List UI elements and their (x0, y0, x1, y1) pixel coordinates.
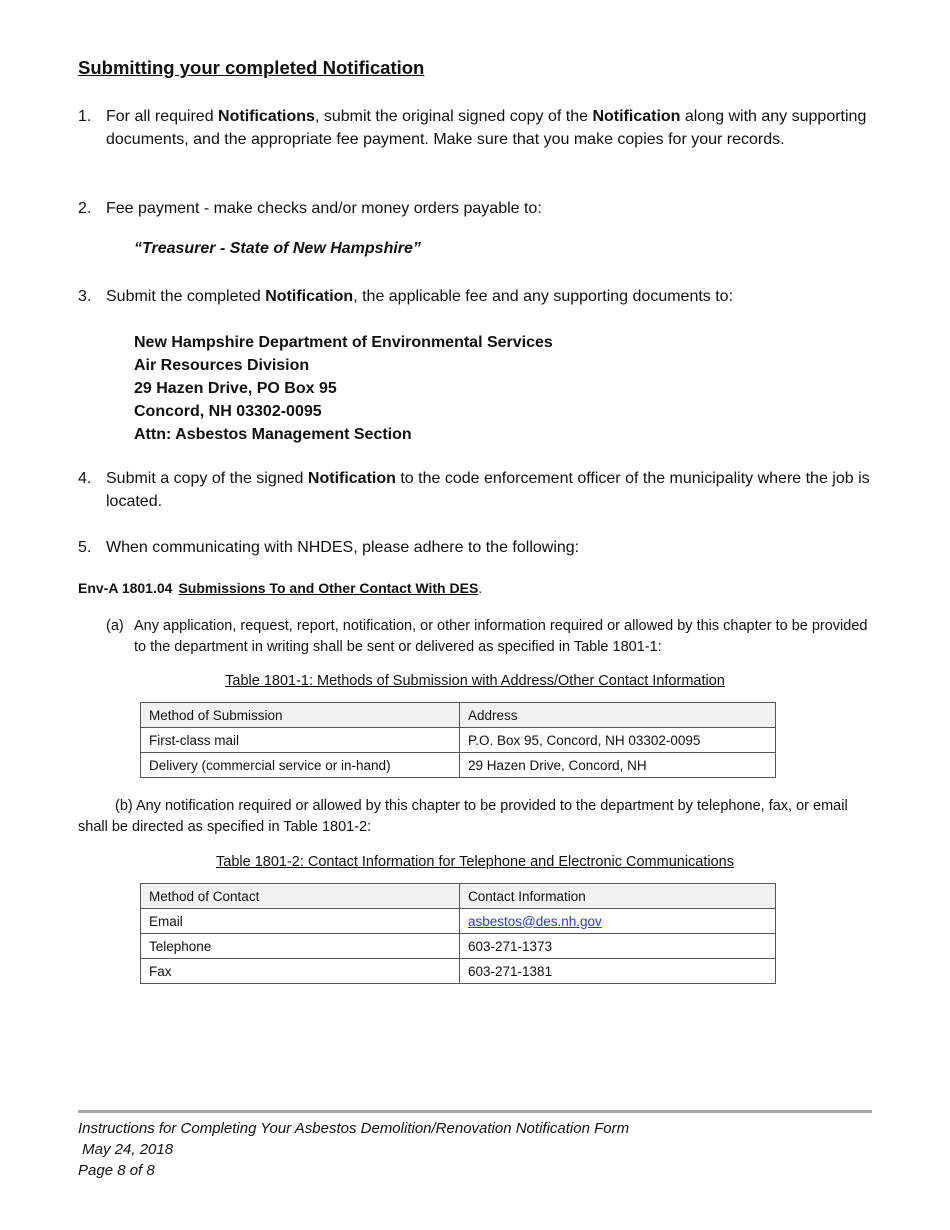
footer-page-number: Page 8 of 8 (78, 1162, 155, 1179)
table-header-cell: Contact Information (460, 884, 776, 909)
rule-heading: Env-A 1801.04 Submissions To and Other Contact With DES. (78, 580, 483, 596)
mailing-address (134, 331, 553, 446)
page-footer (78, 1118, 629, 1181)
footer-date: May 24, 2018 (78, 1141, 174, 1158)
table-row (141, 728, 776, 753)
list-item-3 (78, 285, 872, 308)
payee-name: “Treasurer - State of New Hampshire” (134, 240, 421, 257)
item-number: 5. (78, 539, 92, 556)
table-cell: P.O. Box 95, Concord, NH 03302-0095 (460, 728, 776, 753)
table-cell: 603-271-1381 (460, 959, 776, 984)
list-item-4 (78, 467, 872, 513)
table-header-cell: Method of Contact (141, 884, 460, 909)
table-2-caption: Table 1801-2: Contact Information for Telephone and Electronic Communications (216, 854, 734, 870)
item-text: Fee payment - make checks and/or money orders payable to: (106, 200, 542, 217)
table-cell: 29 Hazen Drive, Concord, NH (460, 753, 776, 778)
section-heading: Submitting your completed Notification (78, 57, 425, 78)
table-1-caption: Table 1801-1: Methods of Submission with Address/Other Contact Information (225, 673, 725, 689)
list-item-2 (78, 197, 872, 220)
address-line: Air Resources Division (134, 357, 310, 374)
item-text: Submit a copy of the signed Notification to the code enforcement officer of the municipality where the job is located. (106, 470, 870, 510)
address-line: 29 Hazen Drive, PO Box 95 (134, 380, 337, 397)
table-1801-2 (140, 883, 776, 984)
table-row (141, 934, 776, 959)
table-cell: 603-271-1373 (460, 934, 776, 959)
table-cell: Fax (141, 959, 460, 984)
list-item-1 (78, 105, 872, 151)
item-text: When communicating with NHDES, please adhere to the following: (106, 539, 580, 556)
table-cell: Delivery (commercial service or in-hand) (141, 753, 460, 778)
item-number: 1. (78, 108, 92, 125)
table-row (141, 909, 776, 934)
paragraph-b: (b) Any notification required or allowed by this chapter to be provided to the department by telephone, fax, or email shall be directed as specified in Table 1801-2: (78, 798, 848, 835)
table-cell: Email (141, 909, 460, 934)
table-header-cell: Method of Submission (141, 703, 460, 728)
table-row (141, 959, 776, 984)
list-item-5 (78, 536, 872, 559)
table-cell: First-class mail (141, 728, 460, 753)
rule-id: Env-A 1801.04 (78, 580, 173, 596)
item-number: 2. (78, 200, 92, 217)
table-row (141, 753, 776, 778)
table-header-cell: Address (460, 703, 776, 728)
item-number: 4. (78, 470, 92, 487)
table-header-row (141, 703, 776, 728)
rule-title: Submissions To and Other Contact With DES (178, 580, 479, 596)
footer-document-title: Instructions for Completing Your Asbestos Demolition/Renovation Notification Form (78, 1120, 630, 1137)
address-line: New Hampshire Department of Environmental Services (134, 334, 553, 351)
table-1801-1 (140, 702, 776, 778)
item-text: Submit the completed Notification, the applicable fee and any supporting documents to: (106, 288, 734, 305)
item-text: For all required Notifications, submit the original signed copy of the Notification along with any supporting documents, and the appropriate fee payment. Make sure that you make copies for your records. (106, 108, 867, 148)
paragraph-text: Any application, request, report, notification, or other information required or allowed by this chapter to be provided to the department in writing shall be sent or delivered as specified in Table 1801-1: (134, 618, 868, 655)
email-link[interactable]: asbestos@des.nh.gov (468, 913, 602, 929)
table-cell (460, 909, 776, 934)
paragraph-label: (a) (106, 618, 124, 634)
table-cell: Telephone (141, 934, 460, 959)
address-line: Concord, NH 03302-0095 (134, 403, 322, 420)
address-line: Attn: Asbestos Management Section (134, 426, 412, 443)
document-page (78, 0, 872, 1230)
table-header-row (141, 884, 776, 909)
item-number: 3. (78, 288, 92, 305)
footer-divider (78, 1110, 872, 1113)
paragraph-a (106, 616, 872, 658)
